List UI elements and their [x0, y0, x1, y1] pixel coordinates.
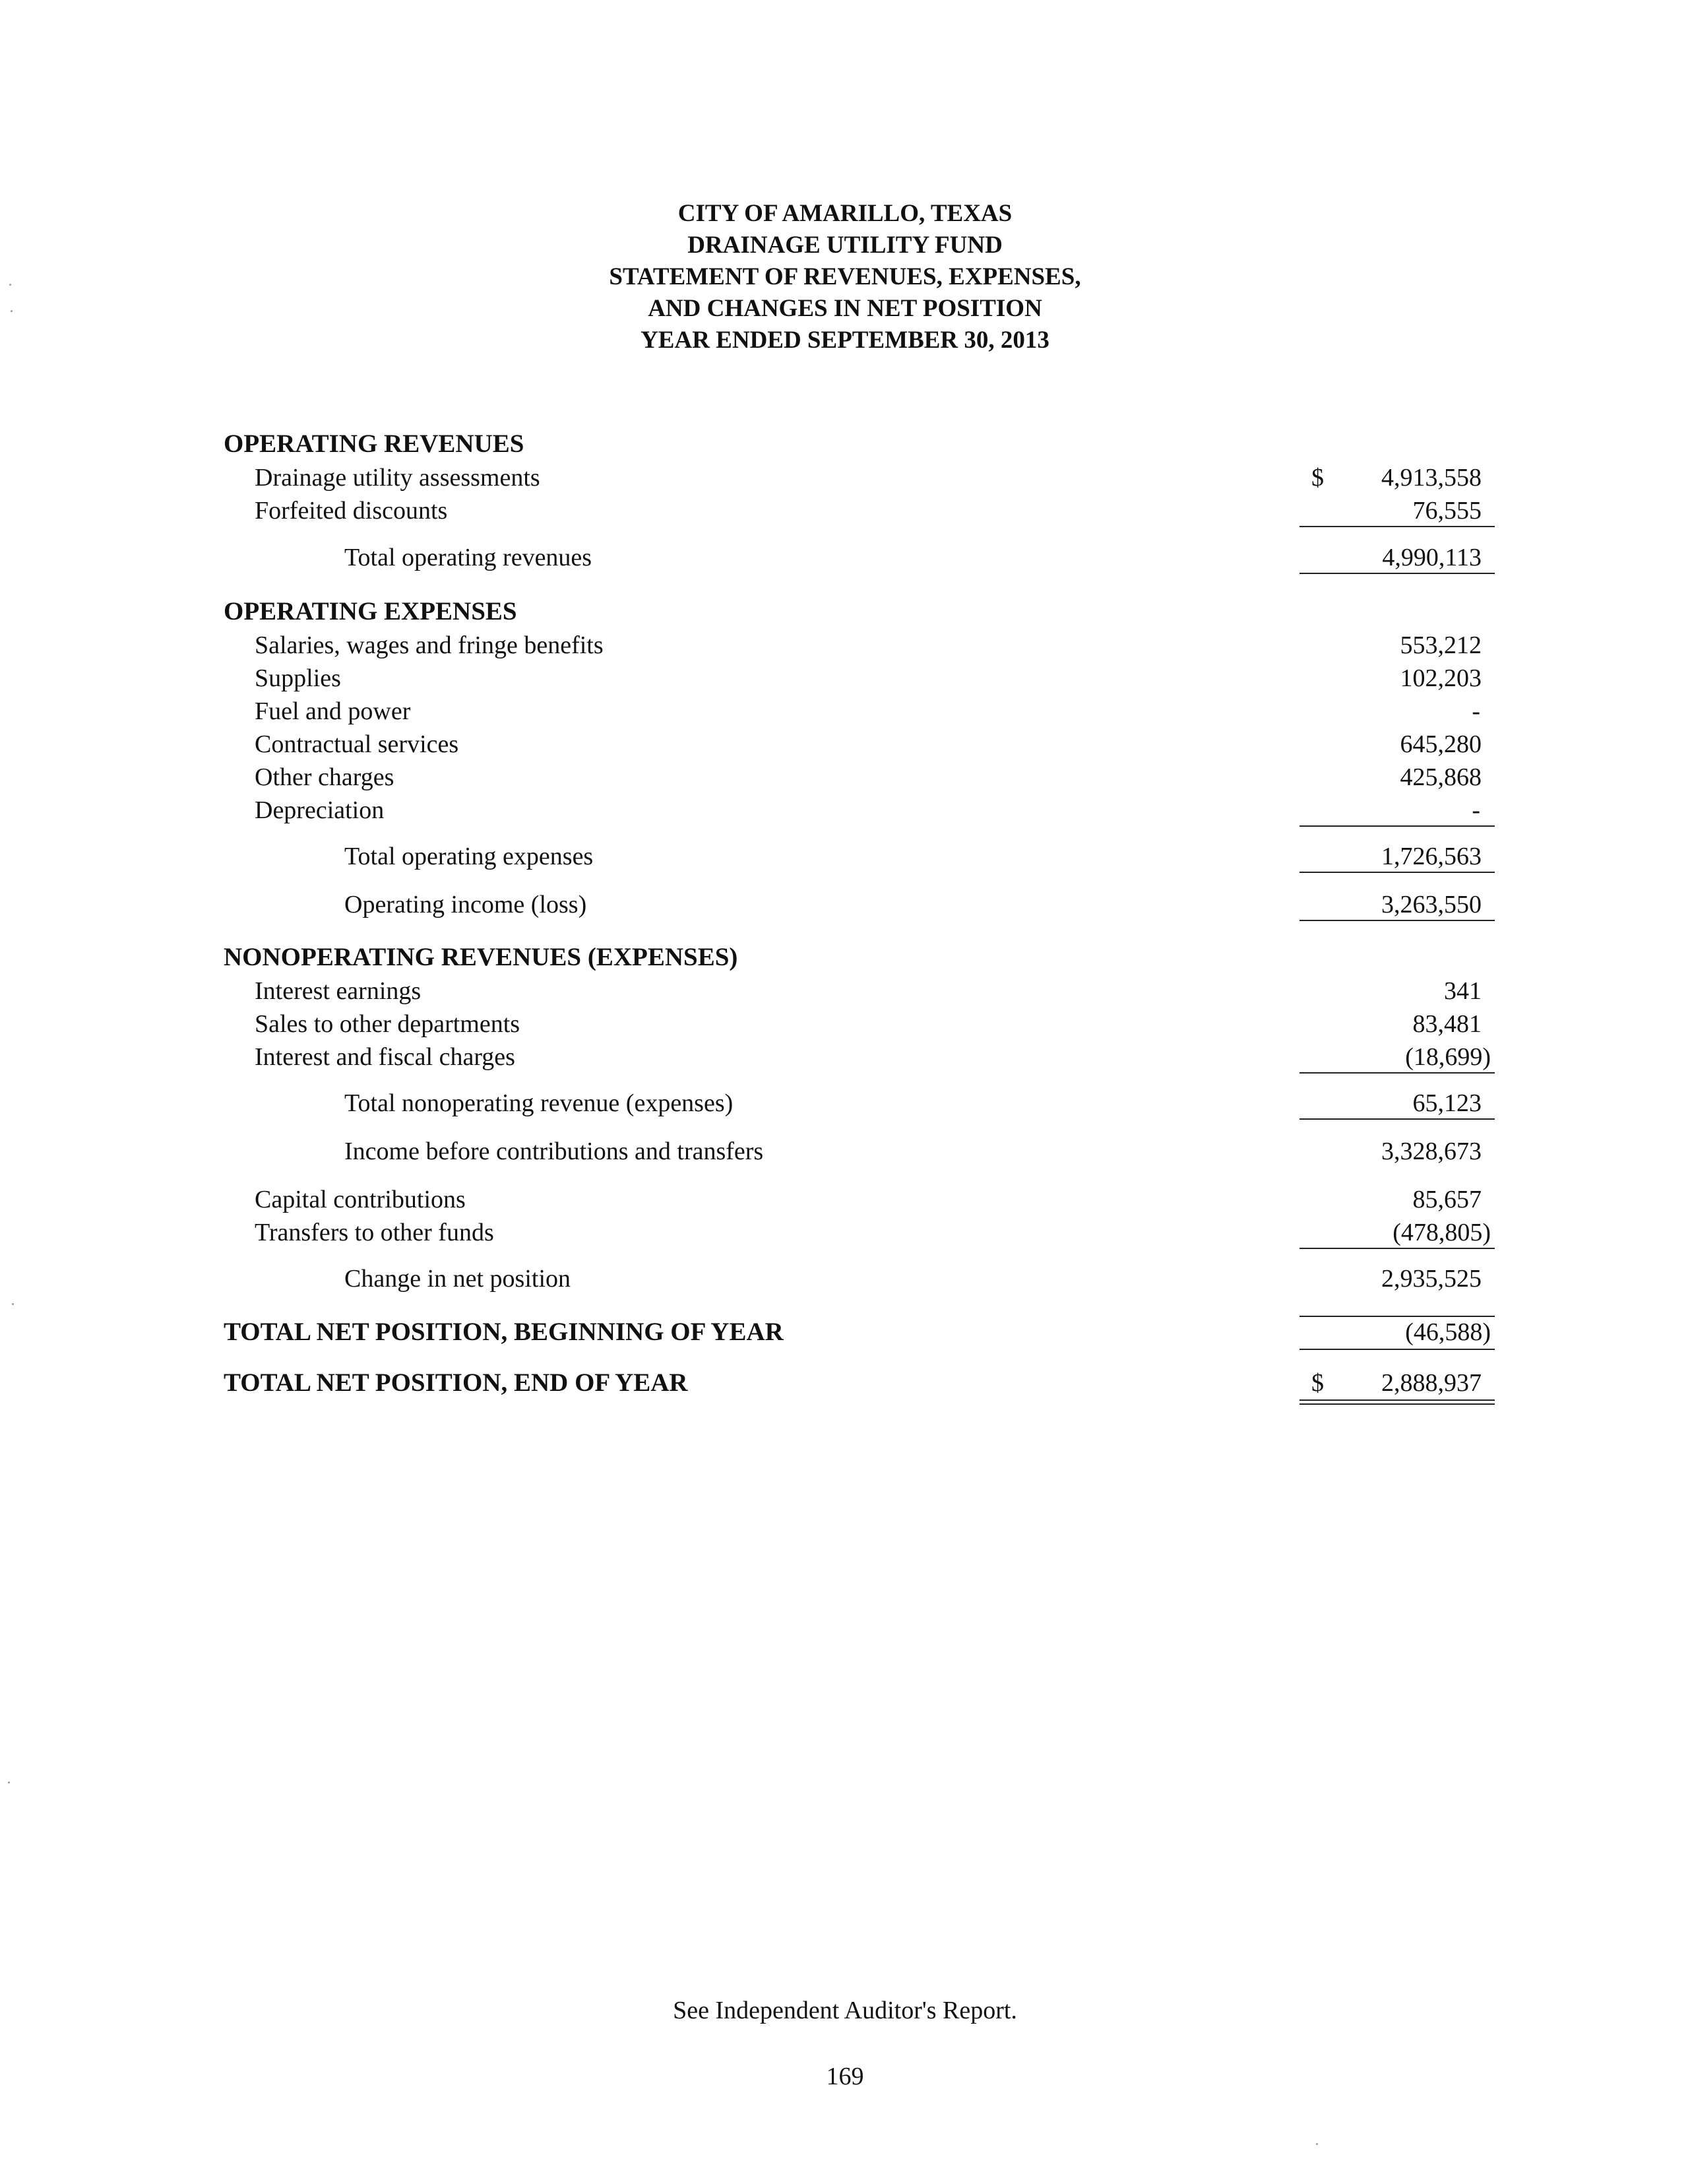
line-value: 425,868: [1400, 763, 1482, 791]
line-label: Fuel and power: [255, 697, 411, 725]
line-label: Interest earnings: [255, 977, 422, 1005]
line-value: 4,913,558: [1381, 464, 1482, 492]
line-value: -: [1472, 697, 1480, 725]
underline: [1299, 1248, 1495, 1249]
line-label: Forfeited discounts: [255, 497, 448, 525]
line-value: 645,280: [1400, 730, 1482, 758]
underline: [1299, 526, 1495, 527]
scan-speck: [1316, 2143, 1318, 2145]
underline: [1299, 872, 1495, 873]
scan-speck: [11, 310, 13, 312]
line-item: [0, 794, 1690, 827]
underline: [1299, 1118, 1495, 1120]
line-item: [0, 494, 1690, 527]
total-label: Total nonoperating revenue (expenses): [344, 1089, 734, 1117]
total-value: 65,123: [1412, 1089, 1482, 1117]
underline: [1299, 825, 1495, 827]
beginning-label: TOTAL NET POSITION, BEGINNING OF YEAR: [224, 1318, 784, 1346]
income-before-value: 3,328,673: [1381, 1138, 1482, 1165]
total-row: [0, 1135, 1690, 1168]
line-value: (18,699): [1405, 1043, 1491, 1071]
line-label: Contractual services: [255, 730, 459, 758]
operating-expenses-heading: OPERATING EXPENSES: [224, 597, 517, 626]
fund-name: DRAINAGE UTILITY FUND: [687, 232, 1003, 259]
total-row: [0, 1262, 1690, 1295]
operating-income-value: 3,263,550: [1381, 891, 1482, 918]
income-before-label: Income before contributions and transfers: [344, 1138, 764, 1165]
line-label: Capital contributions: [255, 1186, 466, 1213]
line-value: 553,212: [1400, 631, 1482, 659]
line-value: 102,203: [1400, 664, 1482, 692]
underline: [1299, 1349, 1495, 1350]
grand-total-row: [0, 1316, 1690, 1349]
line-item: [0, 695, 1690, 728]
grand-total-row: [0, 1366, 1690, 1399]
line-value: 85,657: [1412, 1186, 1482, 1213]
section-heading: [0, 428, 1690, 461]
total-row: [0, 888, 1690, 921]
currency-symbol: $: [1311, 464, 1324, 492]
line-value: (478,805): [1393, 1219, 1491, 1246]
line-label: Transfers to other funds: [255, 1219, 494, 1246]
total-row: [0, 541, 1690, 574]
period: YEAR ENDED SEPTEMBER 30, 2013: [641, 327, 1049, 354]
total-label: Total operating revenues: [344, 544, 592, 571]
line-item: [0, 629, 1690, 662]
statement-header: [0, 198, 1690, 356]
statement-title-cont: AND CHANGES IN NET POSITION: [648, 295, 1042, 322]
line-value: -: [1472, 796, 1480, 824]
line-label: Other charges: [255, 763, 394, 791]
beginning-value: (46,588): [1405, 1318, 1491, 1346]
line-item: [0, 975, 1690, 1008]
total-label: Total operating expenses: [344, 843, 594, 870]
underline: [1299, 573, 1495, 574]
underline: [1299, 1072, 1495, 1074]
auditor-note: See Independent Auditor's Report.: [673, 1997, 1017, 2024]
underline: [1299, 920, 1495, 921]
page-number: 169: [826, 2063, 864, 2090]
line-label: Salaries, wages and fringe benefits: [255, 631, 604, 659]
line-item: [0, 761, 1690, 794]
operating-income-label: Operating income (loss): [344, 891, 587, 918]
line-item: [0, 662, 1690, 695]
line-item: [0, 1216, 1690, 1249]
total-value: 1,726,563: [1381, 843, 1482, 870]
line-value: 83,481: [1412, 1010, 1482, 1038]
operating-revenues-heading: OPERATING REVENUES: [224, 430, 524, 458]
change-net-position-label: Change in net position: [344, 1265, 571, 1293]
total-row: [0, 1087, 1690, 1120]
ending-label: TOTAL NET POSITION, END OF YEAR: [224, 1368, 688, 1397]
section-heading: [0, 941, 1690, 974]
section-heading: [0, 595, 1690, 628]
scan-speck: [8, 1782, 10, 1783]
line-item: [0, 1041, 1690, 1074]
line-item: [0, 461, 1690, 494]
line-label: Sales to other departments: [255, 1010, 520, 1038]
line-label: Depreciation: [255, 796, 385, 824]
currency-symbol: $: [1311, 1369, 1324, 1397]
total-value: 4,990,113: [1382, 544, 1482, 571]
double-underline-bottom: [1299, 1403, 1495, 1405]
entity-name: CITY OF AMARILLO, TEXAS: [677, 200, 1013, 227]
ending-value: 2,888,937: [1381, 1369, 1482, 1397]
line-value: 76,555: [1412, 497, 1482, 525]
line-value: 341: [1444, 977, 1482, 1005]
total-row: [0, 840, 1690, 873]
change-net-position-value: 2,935,525: [1381, 1265, 1482, 1293]
line-item: [0, 1008, 1690, 1041]
double-underline-top: [1299, 1399, 1495, 1401]
statement-title: STATEMENT OF REVENUES, EXPENSES,: [609, 263, 1081, 290]
line-label: Drainage utility assessments: [255, 464, 540, 492]
line-item: [0, 728, 1690, 761]
nonoperating-heading: NONOPERATING REVENUES (EXPENSES): [224, 943, 738, 971]
overline: [1299, 1316, 1495, 1317]
line-item: [0, 1183, 1690, 1216]
scan-speck: [12, 1303, 14, 1305]
line-label: Supplies: [255, 664, 341, 692]
line-label: Interest and fiscal charges: [255, 1043, 515, 1071]
scan-speck: [9, 284, 11, 286]
